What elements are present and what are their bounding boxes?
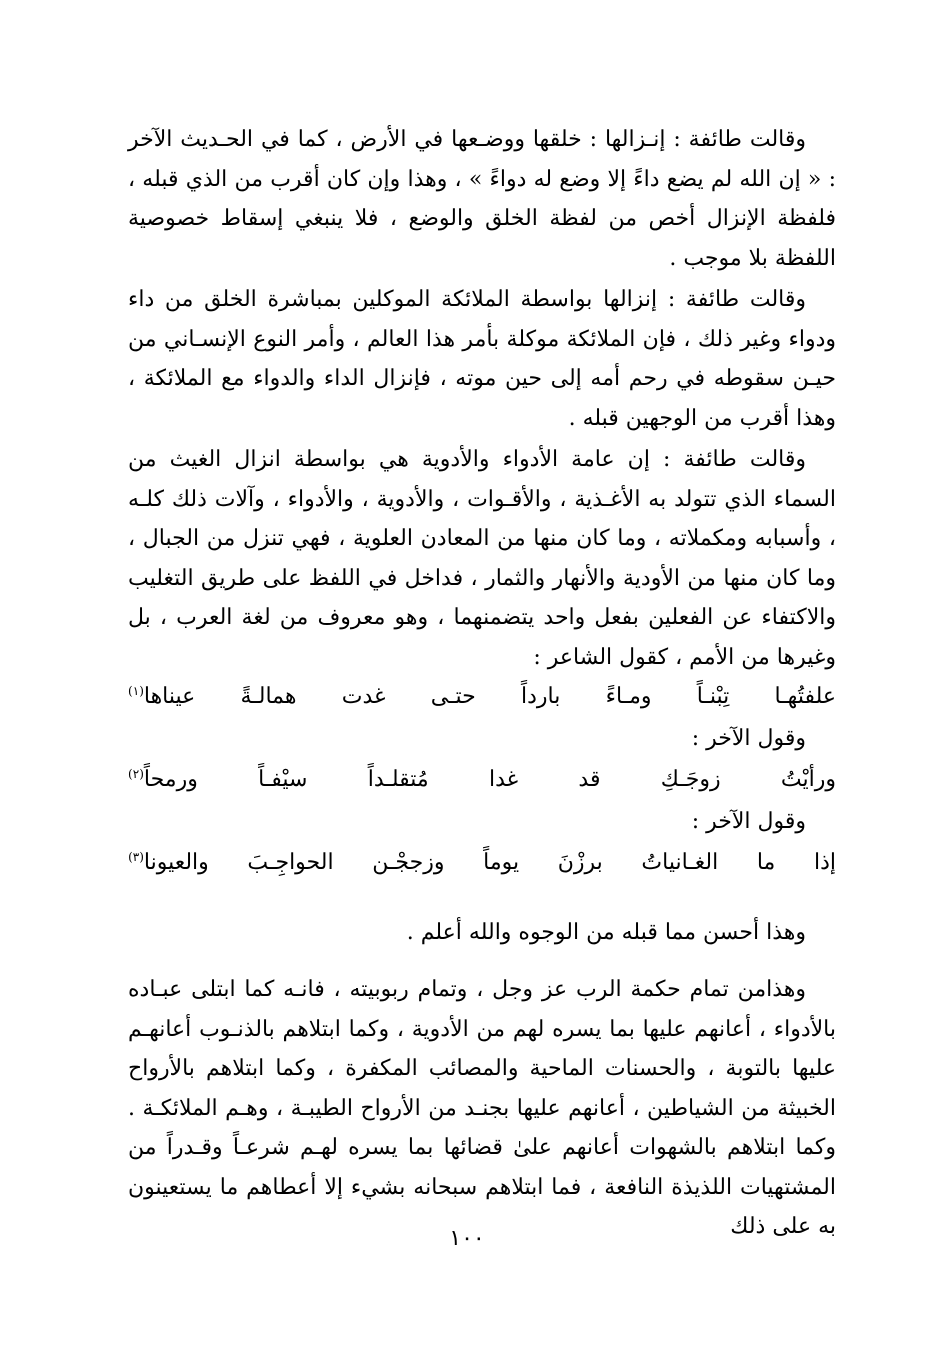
verse-intro: وقول الآخر : (691, 808, 806, 834)
verse-word: تِبْنـاً (696, 684, 730, 709)
verse-word: زوجَـكِ (660, 767, 721, 792)
verse-word: مُتقلـداً (367, 767, 429, 792)
verse-word: ورأيْتُ (780, 767, 836, 792)
verse-last-word: ورمحاً(٢) (128, 760, 198, 800)
verse-last-word: عيناها(١) (128, 677, 195, 717)
page-number: ١٠٠ (449, 1226, 485, 1251)
paragraph-2: وقالت طائفة : إنزالها بواسطة الملائكة الموكلين بمباشرة الخلق من داء ودواء وغير ذلك ، فإن الملائكة موكلة بأمر هذا العالم ، وأمر النوع الإنسـاني من حيـن سقوطه في رحم أمه إلى حين موته ، فإنزال الداء والدواء مع الملائكة ، وهذا أقرب من الوجهين قبله . (128, 287, 836, 431)
verse-last-word: والعيونا(٣) (128, 843, 209, 883)
page-body (128, 120, 836, 1247)
verse-word: ومـاءً (605, 684, 652, 709)
verse-word: قد (578, 767, 601, 792)
verse-word: وزججْـن (372, 850, 445, 875)
closing-line: وهذا أحسن مما قبله من الوجوه والله أعلم . (406, 919, 806, 945)
verse-word: غدت (341, 684, 386, 709)
verse-word: حتـى (430, 684, 476, 709)
verse-3 (128, 843, 836, 883)
verse-word: عيناها (143, 684, 196, 709)
verse-word: الغـانياتُ (641, 850, 719, 875)
verse-word: يوماً (483, 850, 520, 875)
verse-word: ورمحاً (143, 767, 198, 792)
verse-2 (128, 760, 836, 800)
verse-word: ما (756, 850, 776, 875)
verse-word: برزْنَ (557, 850, 603, 875)
verse-word: علفتُهـا (774, 684, 836, 709)
verse-word: غدا (488, 767, 519, 792)
paragraph-4: وهذامن تمام حكمة الرب عز وجل ، وتمام ربوبيته ، فانـه كما ابتلى عبـاده بالأدواء ، أعانهم عليها بما يسره لهم من الأدوية ، وكما ابتلاهم بالذنـوب أعانهـم عليها بالتوبة ، والحسنات الماحية والمصائب المكفرة ، وكما ابتلاهم بالأرواح الخبيثة من الشياطين ، أعانهم عليها بجنـد من الأرواح الطيبـة ، وهـم الملائكـة . وكما ابتلاهم بالشهوات أعانهم علىٰ قضائها بما يسره لهـم شرعـاً وقـدراً من المشتهيات اللذيذة النافعة ، فما ابتلاهم سبحانه بشيء إلا أعطاهم ما يستعينون به على ذلك (128, 977, 836, 1239)
verse-word: همالـةً (240, 684, 297, 709)
verse-1 (128, 677, 836, 717)
verse-word: إذا (813, 850, 836, 875)
verse-word: والعيونا (143, 850, 209, 875)
verse-word: بارداً (521, 684, 561, 709)
verse-word: الحواجِـبَ (247, 850, 334, 875)
paragraph-3: وقالت طائفة : إن عامة الأدواء والأدوية هي بواسطة انزال الغيث من السماء الذي تتولد به الأغـذية ، والأقـوات ، والأدوية ، والأدواء ، وآلات ذلك كلـه ، وأسبابه ومكملاته ، وما كان منها من المعادن العلوية ، فهي تنزل من الجبال ، وما كان منها من الأودية والأنهار والثمار ، فداخل في اللفظ على طريق التغليب والاكتفاء عن الفعلين بفعل واحد يتضمنهما ، وهو معروف من لغة العرب ، بل وغيرها من الأمم ، كقول الشاعر : (128, 447, 836, 670)
verse-word: سيْفـاً (258, 767, 308, 792)
paragraph-1: وقالت طائفة : إنـزالها : خلقها ووضـعها في الأرض ، كما في الحـديث الآخر : « إن الله لم يضع داءً إلا وضع له دواءً » ، وهذا وإن كان أقرب من الذي قبله ، فلفظة الإنزال أخص من لفظة الخلق والوضع ، فلا ينبغي إسقاط خصوصية اللفظة بلا موجب . (128, 127, 836, 271)
verse-intro: وقول الآخر : (691, 725, 806, 751)
